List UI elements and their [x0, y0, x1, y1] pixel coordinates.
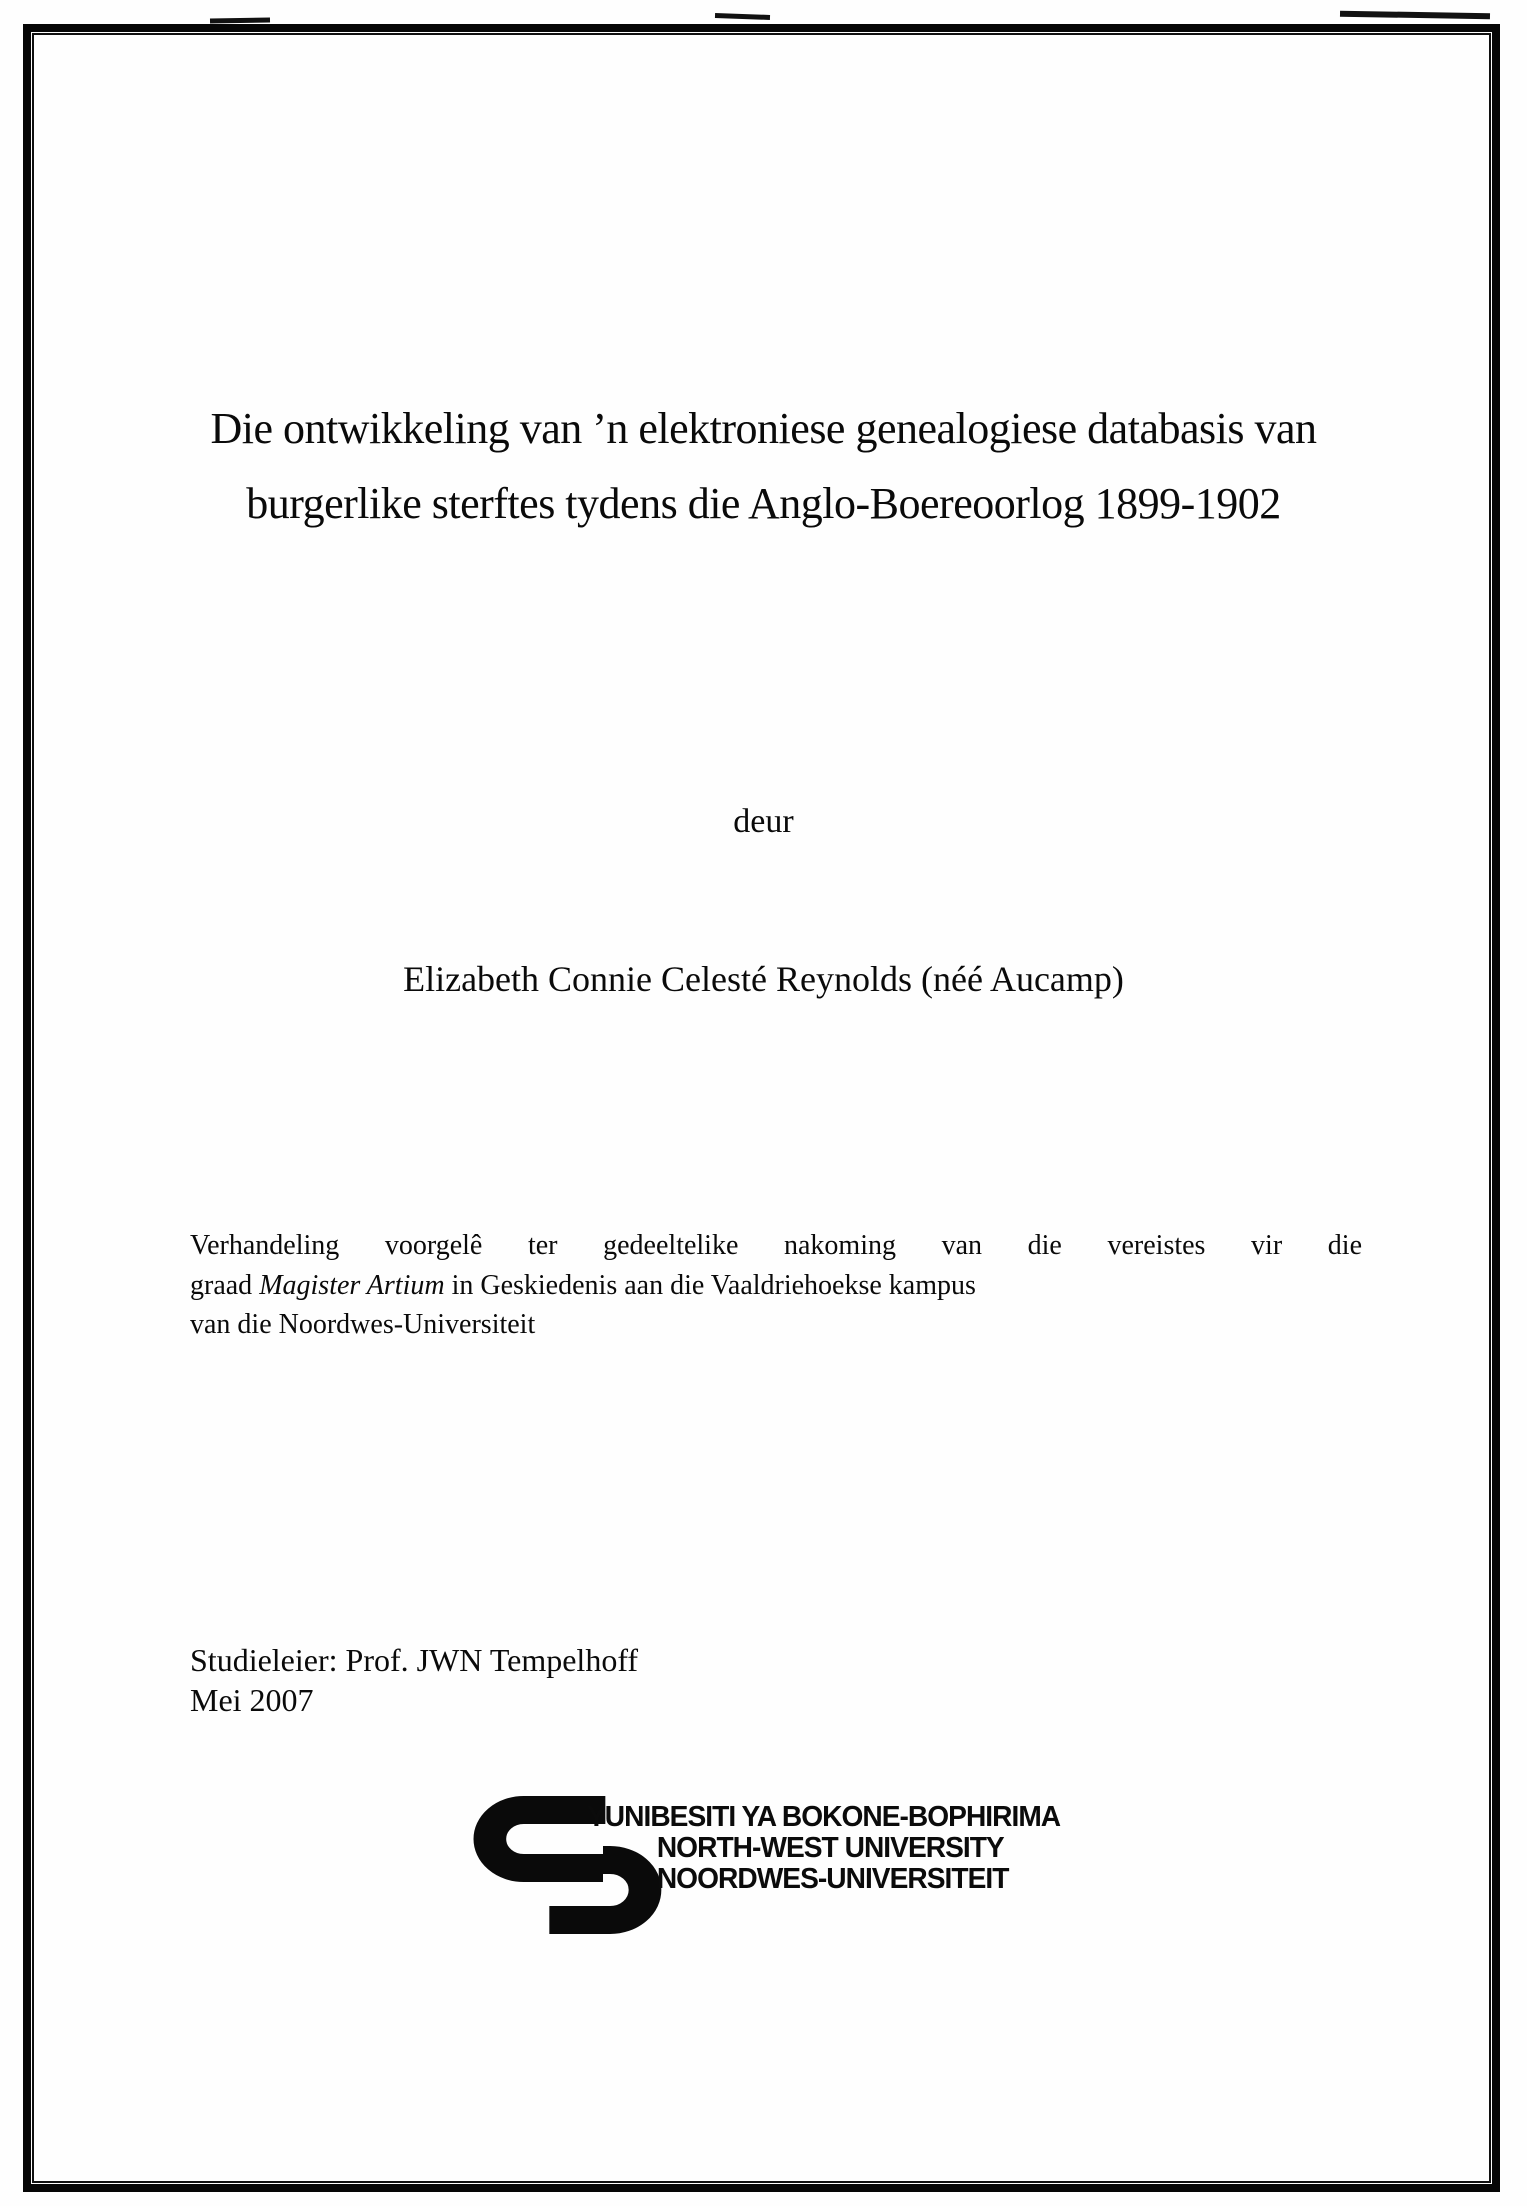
scan-artifact	[715, 13, 770, 20]
scan-artifact	[210, 17, 270, 23]
logo-text-english: NORTH-WEST UNIVERSITY	[656, 1832, 1004, 1864]
logo-text-afrikaans: NOORDWES-UNIVERSITEIT	[656, 1863, 1009, 1895]
degree-statement-line-2: graad Magister Artium in Geskiedenis aan die Vaaldriehoekse kampus	[190, 1269, 976, 1301]
thesis-title	[80, 391, 1447, 541]
university-logo-text	[587, 1802, 1060, 1895]
university-logo	[470, 1792, 1090, 1942]
scan-artifact	[1340, 11, 1490, 20]
supervisor-line: Studieleier: Prof. JWN Tempelhoff	[190, 1642, 639, 1678]
byline-deur: deur	[733, 803, 794, 840]
degree-statement	[190, 1226, 1362, 1345]
degree-statement-line-1: Verhandeling voorgelê ter gedeeltelike nakoming van die vereistes vir die	[190, 1230, 1362, 1261]
thesis-title-line-1: Die ontwikkeling van ’n elektroniese genealogiese databasis van	[210, 404, 1317, 453]
supervisor-and-date	[190, 1640, 638, 1720]
thesis-title-line-2: burgerlike sterftes tydens die Anglo-Boereoorlog 1899-1902	[246, 479, 1281, 528]
date-line: Mei 2007	[190, 1682, 314, 1718]
author-name: Elizabeth Connie Celesté Reynolds (néé Aucamp)	[403, 959, 1124, 999]
logo-text-setswana: YUNIBESITI YA BOKONE-BOPHIRIMA	[587, 1801, 1061, 1833]
degree-statement-line-3: van die Noordwes-Universiteit	[190, 1309, 536, 1340]
